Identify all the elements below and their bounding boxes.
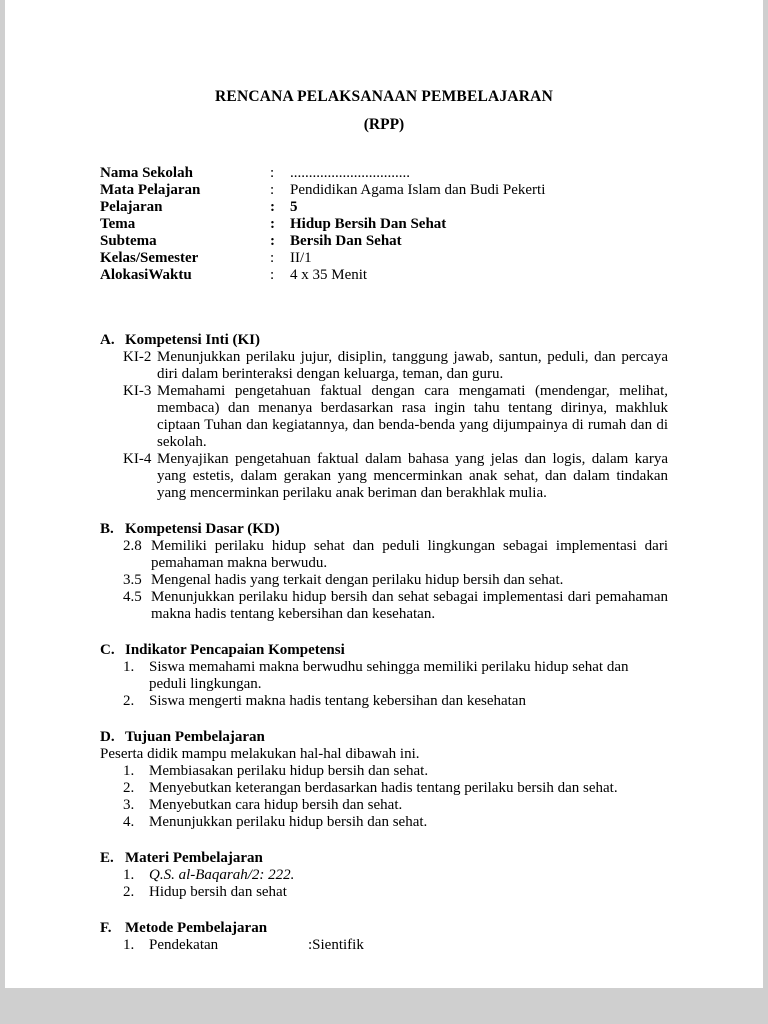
item-text: Menunjukkan perilaku jujur, disiplin, tanggung jawab, santun, peduli, dan percaya diri dalam berinteraksi dengan keluarga, teman, dan guru. <box>157 349 668 382</box>
item-marker: 1. <box>123 937 135 953</box>
list-item <box>123 572 668 589</box>
section-kompetensi-inti <box>100 332 668 502</box>
item-row <box>149 937 668 954</box>
list-item <box>123 937 668 954</box>
list-item <box>123 349 668 383</box>
item-marker: 2. <box>123 884 135 900</box>
section-intro: Peserta didik mampu melakukan hal-hal dibawah ini. <box>100 746 420 762</box>
item-text: Menunjukkan perilaku hidup bersih dan sehat sebagai implementasi dari pemahaman makna hadis tentang kebersihan dan kesehatan. <box>151 589 668 622</box>
list-item <box>123 763 668 780</box>
item-value: :Sientifik <box>308 937 364 953</box>
item-text: Menyajikan pengetahuan faktual dalam bahasa yang jelas dan logis, dalam karya yang estetis, dalam gerakan yang mencerminkan anak sehat, dan dalam tindakan yang mencerminkan perilaku anak beriman dan berakhlak mulia. <box>157 451 668 501</box>
section-title: Materi Pembelajaran <box>125 850 263 866</box>
item-text: Menyebutkan cara hidup bersih dan sehat. <box>149 797 403 813</box>
meta-value: Pendidikan Agama Islam dan Budi Pekerti <box>290 182 546 198</box>
list-item <box>123 814 668 831</box>
section-heading <box>100 850 668 867</box>
section-body <box>123 867 668 901</box>
list-item <box>123 659 668 693</box>
section-letter: E. <box>100 850 114 866</box>
meta-row-subtema <box>100 233 668 250</box>
meta-separator: : <box>270 233 275 249</box>
item-marker: KI-4 <box>123 451 152 467</box>
meta-value: Hidup Bersih Dan Sehat <box>290 216 447 232</box>
section-heading <box>100 332 668 349</box>
meta-value: ................................ <box>290 165 410 181</box>
section-title: Metode Pembelajaran <box>125 920 268 936</box>
item-text: Memiliki perilaku hidup sehat dan peduli lingkungan sebagai implementasi dari pemahaman makna berwudu. <box>151 538 668 571</box>
meta-separator: : <box>270 182 275 198</box>
meta-separator: : <box>270 216 275 232</box>
section-letter: D. <box>100 729 115 745</box>
meta-row-alokasi-waktu <box>100 267 668 284</box>
item-marker: 2. <box>123 780 135 796</box>
item-marker: KI-2 <box>123 349 152 365</box>
item-label: Pendekatan <box>149 937 219 953</box>
section-title: Indikator Pencapaian Kompetensi <box>125 642 345 658</box>
section-letter: A. <box>100 332 115 348</box>
meta-label: Nama Sekolah <box>100 165 193 181</box>
meta-label: Subtema <box>100 233 157 249</box>
item-marker: 3. <box>123 797 135 813</box>
list-item <box>123 589 668 623</box>
section-letter: B. <box>100 521 114 537</box>
item-text: Menyebutkan keterangan berdasarkan hadis tentang perilaku bersih dan sehat. <box>149 780 618 796</box>
document-title: RENCANA PELAKSANAAN PEMBELAJARAN <box>215 88 553 105</box>
section-heading <box>100 920 668 937</box>
list-item <box>123 797 668 814</box>
section-kompetensi-dasar <box>100 521 668 623</box>
item-text: Q.S. al-Baqarah/2: 222. <box>149 867 295 883</box>
section-body <box>123 763 668 831</box>
meta-label: Kelas/Semester <box>100 250 199 266</box>
section-title: Kompetensi Inti (KI) <box>125 332 260 348</box>
title-block <box>100 88 668 133</box>
item-marker: KI-3 <box>123 383 152 399</box>
section-title: Kompetensi Dasar (KD) <box>125 521 280 537</box>
meta-row-kelas-semester <box>100 250 668 267</box>
meta-row-tema <box>100 216 668 233</box>
section-body <box>123 349 668 502</box>
meta-value: II/1 <box>290 250 312 266</box>
item-marker: 2. <box>123 693 135 709</box>
item-marker: 4.5 <box>123 589 142 605</box>
section-tujuan <box>100 729 668 831</box>
section-body <box>123 538 668 623</box>
item-text: Hidup bersih dan sehat <box>149 884 287 900</box>
item-text: Siswa mengerti makna hadis tentang kebersihan dan kesehatan <box>149 693 526 709</box>
section-heading <box>100 642 668 659</box>
section-body <box>123 659 668 710</box>
meta-label: AlokasiWaktu <box>100 267 192 283</box>
item-marker: 3.5 <box>123 572 142 588</box>
meta-row-nama-sekolah <box>100 165 668 182</box>
section-body <box>123 937 668 954</box>
item-text: Memahami pengetahuan faktual dengan cara mengamati (mendengar, melihat, membaca) dan menanya berdasarkan rasa ingin tahu tentang dirinya, makhluk ciptaan Tuhan dan kegiatannya, dan benda-benda yang dijumpainya di rumah dan di sekolah. <box>157 383 668 450</box>
item-text: Menunjukkan perilaku hidup bersih dan sehat. <box>149 814 428 830</box>
document-subtitle: (RPP) <box>363 116 405 133</box>
section-title: Tujuan Pembelajaran <box>125 729 265 745</box>
document-page <box>5 0 763 988</box>
item-marker: 1. <box>123 659 135 675</box>
meta-row-pelajaran <box>100 199 668 216</box>
meta-separator: : <box>270 250 275 266</box>
list-item <box>123 780 668 797</box>
section-heading <box>100 729 668 746</box>
meta-label: Mata Pelajaran <box>100 182 201 198</box>
item-marker: 1. <box>123 867 135 883</box>
meta-row-mata-pelajaran <box>100 182 668 199</box>
item-marker: 2.8 <box>123 538 142 554</box>
meta-value: 4 x 35 Menit <box>290 267 368 283</box>
list-item <box>123 884 668 901</box>
section-letter: C. <box>100 642 115 658</box>
section-letter: F. <box>100 920 112 936</box>
item-text: Siswa memahami makna berwudhu sehingga memiliki perilaku hidup sehat dan peduli lingkungan. <box>149 659 629 692</box>
meta-separator: : <box>270 199 275 215</box>
item-marker: 1. <box>123 763 135 779</box>
list-item <box>123 867 668 884</box>
meta-separator: : <box>270 165 275 181</box>
section-heading <box>100 521 668 538</box>
list-item <box>123 383 668 451</box>
item-text: Membiasakan perilaku hidup bersih dan sehat. <box>149 763 429 779</box>
section-metode <box>100 920 668 954</box>
meta-table <box>100 165 668 284</box>
list-item <box>123 693 668 710</box>
meta-label: Tema <box>100 216 136 232</box>
section-indikator <box>100 642 668 710</box>
section-materi <box>100 850 668 901</box>
list-item <box>123 451 668 502</box>
item-text: Mengenal hadis yang terkait dengan perilaku hidup bersih dan sehat. <box>151 572 564 588</box>
meta-label: Pelajaran <box>100 199 163 215</box>
item-marker: 4. <box>123 814 135 830</box>
meta-separator: : <box>270 267 275 283</box>
list-item <box>123 538 668 572</box>
meta-value: Bersih Dan Sehat <box>290 233 402 249</box>
meta-value: 5 <box>290 199 298 215</box>
